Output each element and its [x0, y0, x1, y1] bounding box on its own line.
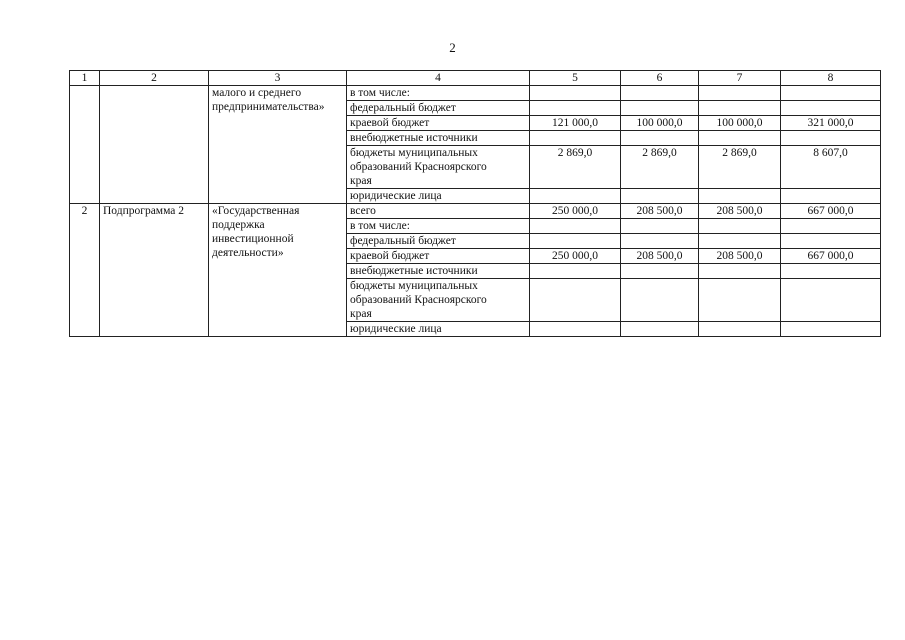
name-line: малого и среднего	[212, 87, 302, 99]
empty-cell	[100, 86, 209, 204]
budget-table	[69, 70, 881, 337]
name-line: деятельности»	[212, 247, 284, 259]
value-col6	[621, 219, 699, 234]
value-col8	[781, 101, 881, 116]
value-col7	[699, 322, 781, 337]
value-col7	[699, 86, 781, 101]
source-label: краевой бюджет	[347, 116, 530, 131]
value-col6: 100 000,0	[621, 116, 699, 131]
value-col7: 208 500,0	[699, 204, 781, 219]
value-col6	[621, 322, 699, 337]
source-label: юридические лица	[347, 189, 530, 204]
value-col8: 321 000,0	[781, 116, 881, 131]
source-label: внебюджетные источники	[347, 131, 530, 146]
value-col7	[699, 279, 781, 322]
column-header: 6	[621, 71, 699, 86]
label-line: образований Красноярского	[350, 294, 487, 306]
value-col6	[621, 264, 699, 279]
column-header: 2	[100, 71, 209, 86]
name-line: «Государственная	[212, 205, 300, 217]
empty-cell	[70, 86, 100, 204]
column-header: 8	[781, 71, 881, 86]
value-col5	[530, 279, 621, 322]
page-number: 2	[449, 40, 456, 55]
value-col5	[530, 189, 621, 204]
value-col8	[781, 219, 881, 234]
source-label	[347, 279, 530, 322]
name-line: предпринимательства»	[212, 101, 325, 113]
value-col7	[699, 219, 781, 234]
value-col8	[781, 131, 881, 146]
table-row	[70, 86, 881, 101]
label-line: образований Красноярского	[350, 161, 487, 173]
value-col7	[699, 101, 781, 116]
value-col6	[621, 234, 699, 249]
value-col7	[699, 264, 781, 279]
column-header: 5	[530, 71, 621, 86]
source-label: федеральный бюджет	[347, 234, 530, 249]
name-line: поддержка	[212, 219, 265, 231]
value-col5	[530, 101, 621, 116]
table-row	[70, 204, 881, 219]
value-col6: 208 500,0	[621, 204, 699, 219]
value-col7: 208 500,0	[699, 249, 781, 264]
subprogram-status: Подпрограмма 2	[100, 204, 209, 337]
subprogram-name	[209, 204, 347, 337]
column-header: 4	[347, 71, 530, 86]
value-col6	[621, 131, 699, 146]
continued-program-name	[209, 86, 347, 204]
value-col5	[530, 264, 621, 279]
value-col7	[699, 131, 781, 146]
column-number-row	[70, 71, 881, 86]
source-label: федеральный бюджет	[347, 101, 530, 116]
value-col5	[530, 131, 621, 146]
value-col6	[621, 279, 699, 322]
value-col5: 121 000,0	[530, 116, 621, 131]
column-header: 7	[699, 71, 781, 86]
value-col5	[530, 234, 621, 249]
value-col5: 2 869,0	[530, 146, 621, 189]
value-col5	[530, 86, 621, 101]
label-line: края	[350, 308, 372, 320]
value-col7	[699, 234, 781, 249]
source-label: в том числе:	[347, 219, 530, 234]
value-col8	[781, 264, 881, 279]
value-col5	[530, 322, 621, 337]
value-col6	[621, 101, 699, 116]
label-line: бюджеты муниципальных	[350, 147, 478, 159]
source-label: юридические лица	[347, 322, 530, 337]
source-label: краевой бюджет	[347, 249, 530, 264]
name-line: инвестиционной	[212, 233, 294, 245]
source-label	[347, 146, 530, 189]
value-col8: 8 607,0	[781, 146, 881, 189]
source-label: внебюджетные источники	[347, 264, 530, 279]
label-line: бюджеты муниципальных	[350, 280, 478, 292]
value-col8	[781, 279, 881, 322]
label-line: края	[350, 175, 372, 187]
value-col8	[781, 234, 881, 249]
value-col6	[621, 86, 699, 101]
value-col8	[781, 86, 881, 101]
column-header: 3	[209, 71, 347, 86]
value-col7: 100 000,0	[699, 116, 781, 131]
value-col5	[530, 219, 621, 234]
value-col8: 667 000,0	[781, 204, 881, 219]
source-label: в том числе:	[347, 86, 530, 101]
value-col8	[781, 189, 881, 204]
value-col6: 208 500,0	[621, 249, 699, 264]
value-col5: 250 000,0	[530, 204, 621, 219]
value-col8	[781, 322, 881, 337]
row-number: 2	[70, 204, 100, 337]
column-header: 1	[70, 71, 100, 86]
value-col8: 667 000,0	[781, 249, 881, 264]
value-col7	[699, 189, 781, 204]
source-label: всего	[347, 204, 530, 219]
value-col5: 250 000,0	[530, 249, 621, 264]
value-col7: 2 869,0	[699, 146, 781, 189]
value-col6	[621, 189, 699, 204]
value-col6: 2 869,0	[621, 146, 699, 189]
